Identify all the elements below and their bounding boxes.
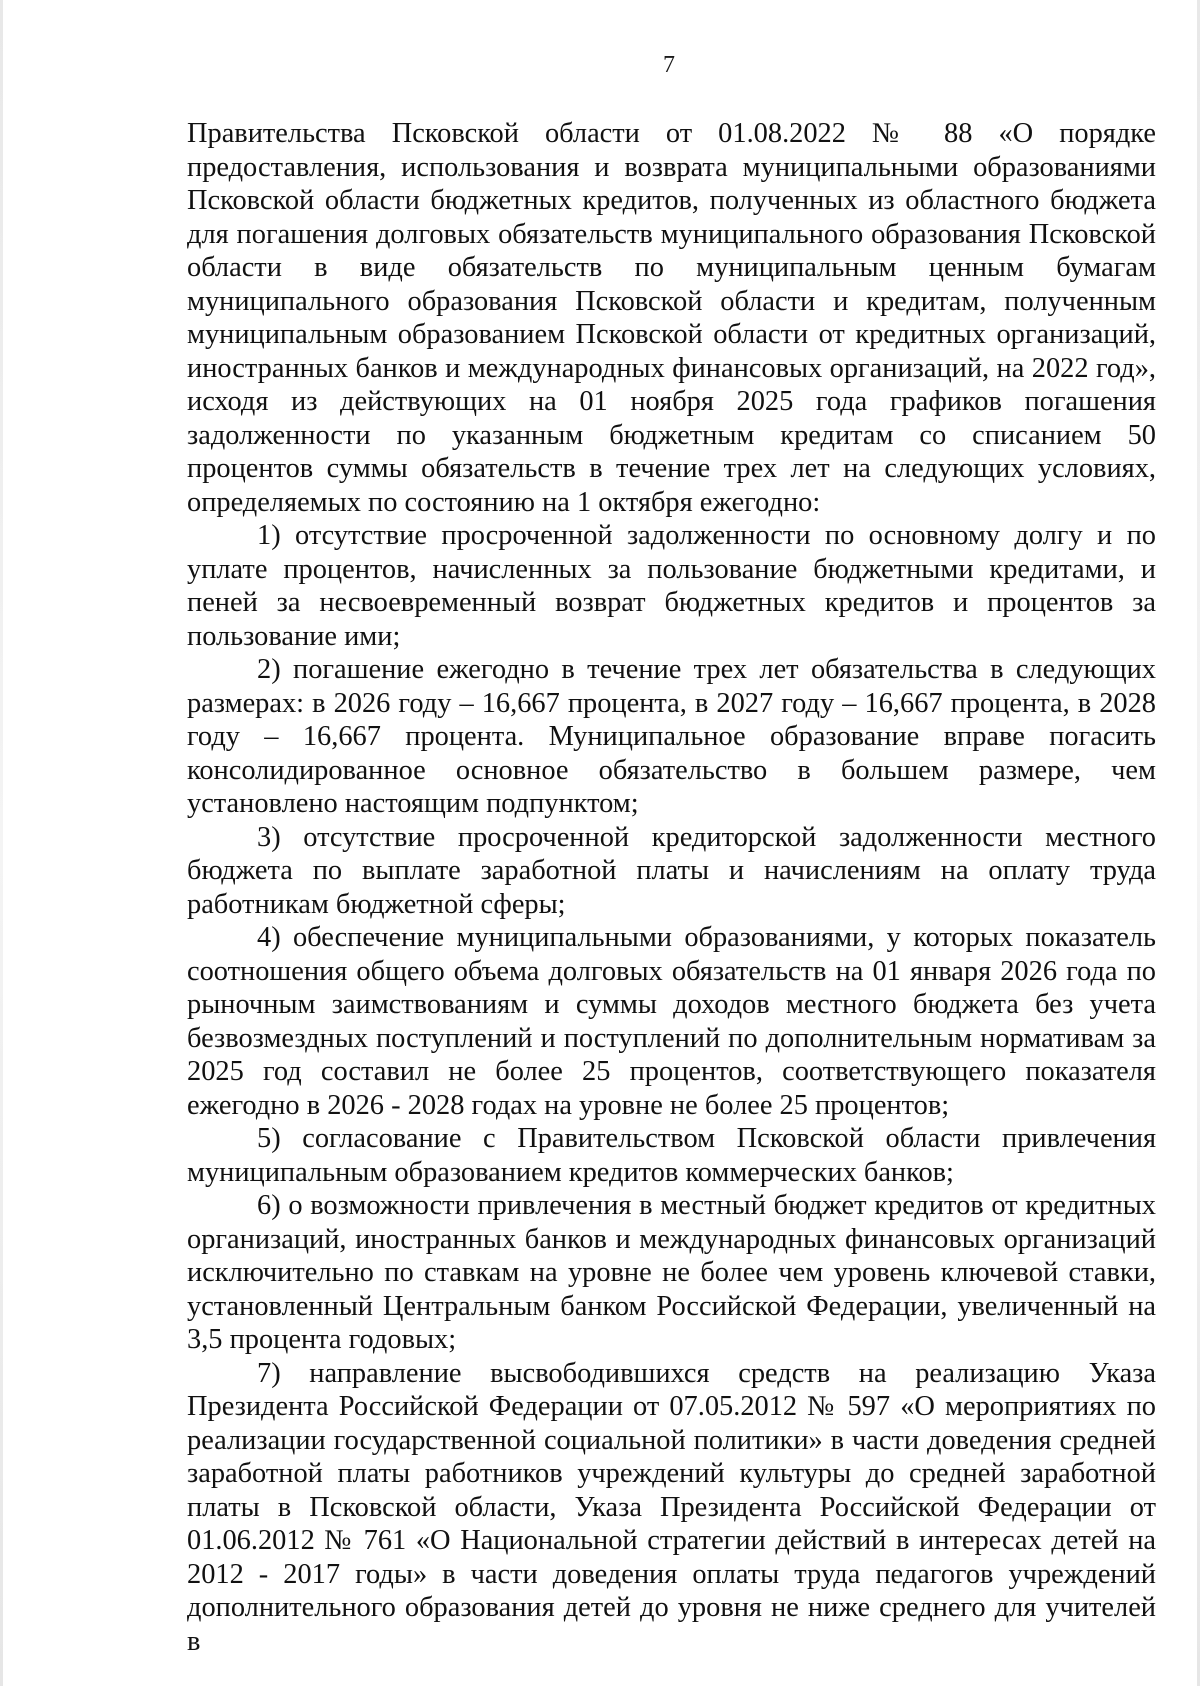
paragraph-continuation: Правительства Псковской области от 01.08.2022 № 88 «О порядке предоставления, использования и возврата муниципальными образованиями Псковской области бюджетных кредитов, полученных из областного бюджета для погашения долговых обязательств муниципального образования Псковской области в виде обязательств по муниципальным ценным бумагам муниципального образования Псковской области и кредитам, полученным муниципальным образованием Псковской области от кредитных организаций, иностранных банков и международных финансовых организаций, на 2022 год», исходя из действующих на 01 ноября 2025 года графиков погашения задолженности по указанным бюджетным кредитам со списанием 50 процентов суммы обязательств в течение трех лет на следующих условиях, определяемых по состоянию на 1 октября ежегодно: xyxy=(187,118,1156,518)
paragraph-item-5: 5) согласование с Правительством Псковской области привлечения муниципальным образованием кредитов коммерческих банков; xyxy=(187,1123,1156,1188)
paragraph-item-1: 1) отсутствие просроченной задолженности по основному долгу и по уплате процентов, начисленных за пользование бюджетными кредитами, и пеней за несвоевременный возврат бюджетных кредитов и процентов за пользование ими; xyxy=(187,520,1156,652)
paragraph-item-4: 4) обеспечение муниципальными образованиями, у которых показатель соотношения общего объема долговых обязательств на 01 января 2026 года по рыночным заимствованиям и суммы доходов местного бюджета без учета безвозмездных поступлений и поступлений по дополнительным нормативам за 2025 год составил не более 25 процентов, соответствующего показателя ежегодно в 2026 - 2028 годах на уровне не более 25 процентов; xyxy=(187,922,1156,1121)
paragraph-item-2: 2) погашение ежегодно в течение трех лет обязательства в следующих размерах: в 2026 году – 16,667 процента, в 2027 году – 16,667 процента, в 2028 году – 16,667 процента. Муниципальное образование вправе погасить консолидированное основное обязательство в большем размере, чем установлено настоящим подпунктом; xyxy=(187,654,1156,819)
scan-edge-left xyxy=(0,0,3,1686)
paragraph-item-6: 6) о возможности привлечения в местный бюджет кредитов от кредитных организаций, иностранных банков и международных финансовых организаций исключительно по ставкам на уровне не более чем уровень ключевой ставки, установленный Центральным банком Российской Федерации, увеличенный на 3,5 процента годовых; xyxy=(187,1190,1156,1355)
page-number: 7 xyxy=(663,52,675,78)
paragraph-item-7: 7) направление высвободившихся средств на реализацию Указа Президента Российской Федерации от 07.05.2012 № 597 «О мероприятиях по реализации государственной социальной политики» в части доведения средней заработной платы работников учреждений культуры до средней заработной платы в Псковской области, Указа Президента Российской Федерации от 01.06.2012 № 761 «О Национальной стратегии действий в интересах детей на 2012 - 2017 годы» в части доведения оплаты труда педагогов учреждений дополнительного образования детей до уровня не ниже среднего для учителей в xyxy=(187,1357,1156,1657)
document-body xyxy=(187,117,1156,1658)
paragraph-item-3: 3) отсутствие просроченной кредиторской задолженности местного бюджета по выплате заработной платы и начислениям на оплату труда работникам бюджетной сферы; xyxy=(187,821,1156,920)
